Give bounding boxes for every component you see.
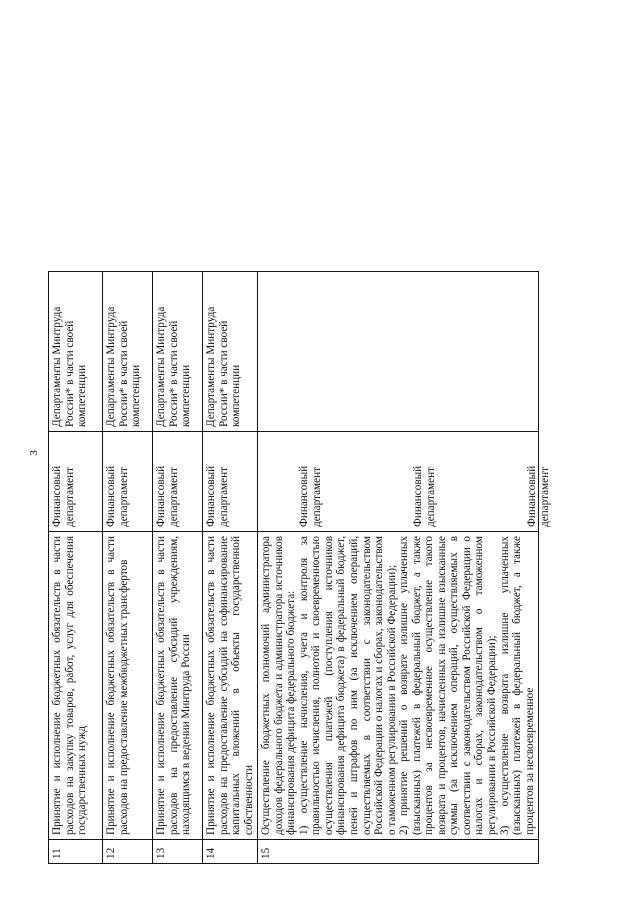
row-number: 12 (103, 840, 153, 864)
table-row (153, 272, 203, 864)
action-item: 1) осуществление начисления, учета и контроля за правильностью исчисления, полнотой и своевременностью осуществления платежей (поступления источников финансирования дефицита бюджета) в федеральный бюджет, пеней и штрафов по ним (за исключением операций, осуществляемых в соответствии с законодательством Российской Федерации о налогах и сборах, законодательством о таможенном регулировании в Российской Федерации); (297, 536, 398, 835)
table-row (103, 272, 153, 864)
action-text: Принятие и исполнение бюджетных обязательств в части расходов на предоставление субсидий на софинансирование капитальных вложений в объекты государственной собственности (203, 532, 258, 840)
action-text: Принятие и исполнение бюджетных обязательств в части расходов на закупку товаров, работ, услуг для обеспечения государственных нужд (49, 532, 103, 840)
action-text: Принятие и исполнение бюджетных обязательств в части расходов на предоставление межбюджетных трансфертов (103, 532, 153, 840)
co-executor-departments: Департаменты Минтруда России* в части своей компетенции (203, 272, 258, 432)
table-row (203, 272, 258, 864)
table-row (258, 272, 539, 864)
row-number: 13 (153, 840, 203, 864)
executor-department: Финансовый департамент (203, 432, 258, 532)
executor-department: Финансовый департамент (49, 432, 103, 532)
co-executor-departments (258, 272, 539, 432)
responsibility-table-rows (48, 271, 551, 864)
executor-department (258, 432, 551, 532)
action-text: Принятие и исполнение бюджетных обязательств в части расходов на предоставление субсидий учреждениям, находящимся в ведении Минтруда России (153, 532, 203, 840)
item-department: Финансовый департамент (526, 465, 551, 527)
action-item: 3) осуществление возврата излишне уплаченных (взысканных) платежей в федеральный бюджет, а также процентов за несвоевременное (498, 536, 536, 835)
page-number: 3 (28, 450, 40, 456)
item-department: Финансовый департамент (298, 465, 323, 527)
action-intro: Осуществление бюджетных полномочий администратора доходов федерального бюджета и администратора источников финансирования дефицита федерального бюджета: (260, 536, 298, 835)
item-department: Финансовый департамент (412, 465, 437, 527)
executor-department: Финансовый департамент (153, 432, 203, 532)
action-text (258, 532, 539, 840)
co-executor-departments: Департаменты Минтруда России* в части своей компетенции (49, 272, 103, 432)
co-executor-departments: Департаменты Минтруда России* в части своей компетенции (153, 272, 203, 432)
table-row (49, 272, 103, 864)
row-number: 11 (49, 840, 103, 864)
row-number: 14 (203, 840, 258, 864)
row-number: 15 (258, 840, 539, 864)
co-executor-departments: Департаменты Минтруда России* в части своей компетенции (103, 272, 153, 432)
executor-department: Финансовый департамент (103, 432, 153, 532)
responsibility-table-wrapper (48, 32, 640, 864)
action-item: 2) принятие решений о возврате излишне уплаченных (взысканных) платежей в федеральный бюджет, а также процентов за несвоевременное осуществление такого возврата и процентов, начисленных на излишне взысканные суммы (за исключением операций, осуществляемых в соответствии с законодательством Российской Федерации о налогах и сборах, законодательством о таможенном регулировании в Российской Федерации); (398, 536, 499, 835)
